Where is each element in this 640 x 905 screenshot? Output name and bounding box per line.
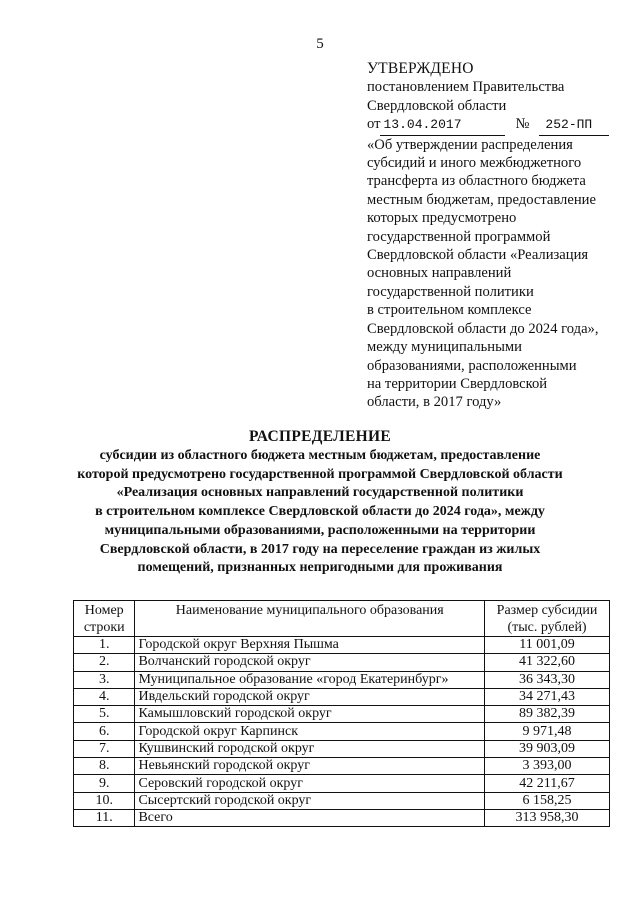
header-row-number	[74, 601, 135, 637]
row-municipality: Кушвинский городской округ	[135, 740, 485, 757]
row-number: 5.	[74, 706, 135, 723]
table-row	[74, 758, 610, 775]
table-row	[74, 775, 610, 792]
row-municipality: Городской округ Верхняя Пышма	[135, 637, 485, 654]
approval-stamp-block	[367, 60, 637, 412]
number-prefix: №	[515, 116, 530, 133]
approval-desc-line: «Об утверждении распределения	[367, 136, 573, 153]
approval-desc-line: Свердловской области до 2024 года»,	[367, 320, 599, 337]
table-row	[74, 688, 610, 705]
approval-desc-line: в строительном комплексе	[367, 302, 532, 319]
table-row	[74, 723, 610, 740]
row-amount: 9 971,48	[485, 723, 610, 740]
row-number: 10.	[74, 792, 135, 809]
row-municipality: Ивдельский городской округ	[135, 688, 485, 705]
approval-desc-line: образованиями, расположенными	[367, 357, 577, 374]
row-amount: 42 211,67	[485, 775, 610, 792]
header-amount	[485, 601, 610, 637]
approval-desc-line: местным бюджетам, предоставление	[367, 191, 596, 208]
row-number: 7.	[74, 740, 135, 757]
row-number: 11.	[74, 809, 135, 826]
subsidy-table	[73, 600, 610, 827]
approval-desc-line: субсидий и иного межбюджетного	[367, 155, 582, 172]
header-amount-line1: Размер субсидии	[496, 603, 598, 618]
date-prefix: от	[367, 116, 381, 133]
approval-date-number-line	[367, 115, 637, 135]
row-municipality: Невьянский городской округ	[135, 758, 485, 775]
approval-desc-line: между муниципальными	[367, 339, 522, 356]
table-row	[74, 654, 610, 671]
row-number: 2.	[74, 654, 135, 671]
row-amount: 11 001,09	[485, 637, 610, 654]
page-number: 5	[316, 36, 324, 52]
distribution-line: субсидии из областного бюджета местным бюджетам, предоставление	[99, 448, 541, 463]
row-municipality: Всего	[135, 809, 485, 826]
approval-desc-line: основных направлений	[367, 265, 512, 282]
table-row	[74, 740, 610, 757]
table-row-total	[74, 809, 610, 826]
approval-desc-line: государственной программой	[367, 228, 551, 245]
approval-desc-line: государственной политики	[367, 283, 534, 300]
row-municipality: Муниципальное образование «город Екатеринбург»	[135, 671, 485, 688]
row-number: 8.	[74, 758, 135, 775]
distribution-heading	[0, 447, 640, 578]
row-amount: 36 343,30	[485, 671, 610, 688]
distribution-line: муниципальными образованиями, расположенными на территории	[104, 522, 536, 538]
header-municipality: Наименование муниципального образования	[135, 601, 485, 637]
approval-line-1: постановлением Правительства	[367, 79, 565, 96]
row-municipality: Камышловский городской округ	[135, 706, 485, 723]
row-number: 6.	[74, 723, 135, 740]
row-amount: 41 322,60	[485, 654, 610, 671]
approval-desc-line: на территории Свердловской	[367, 375, 548, 392]
header-number-line2: строки	[83, 620, 125, 635]
approval-desc-line: области, в 2017 году»	[367, 394, 502, 411]
table-row	[74, 792, 610, 809]
row-amount: 89 382,39	[485, 706, 610, 723]
approval-title: УТВЕРЖДЕНО	[367, 60, 474, 77]
distribution-title: РАСПРЕДЕЛЕНИЕ	[249, 428, 391, 445]
approval-date: 13.04.2017	[380, 116, 505, 135]
approval-desc-line: трансферта из областного бюджета	[367, 173, 586, 190]
distribution-line: Свердловской области, в 2017 году на переселение граждан из жилых	[99, 541, 541, 557]
table-row	[74, 671, 610, 688]
table-header-row	[74, 601, 610, 637]
table-row	[74, 637, 610, 654]
header-number-line1: Номер	[84, 603, 124, 618]
row-municipality: Городской округ Карпинск	[135, 723, 485, 740]
distribution-line: «Реализация основных направлений государственной политики	[116, 485, 524, 501]
approval-desc-line: Свердловской области «Реализация	[367, 247, 589, 264]
row-number: 4.	[74, 688, 135, 705]
row-amount: 3 393,00	[485, 758, 610, 775]
approval-desc-line: которых предусмотрено	[367, 210, 517, 227]
row-amount: 39 903,09	[485, 740, 610, 757]
row-municipality: Сысертский городской округ	[135, 792, 485, 809]
approval-number: 252-ПП	[539, 116, 609, 135]
row-municipality: Серовский городской округ	[135, 775, 485, 792]
row-number: 1.	[74, 637, 135, 654]
row-amount: 6 158,25	[485, 792, 610, 809]
distribution-line: в строительном комплексе Свердловской области до 2024 года», между	[95, 504, 545, 520]
row-amount: 34 271,43	[485, 688, 610, 705]
header-amount-line2: (тыс. рублей)	[507, 620, 587, 635]
row-amount: 313 958,30	[485, 809, 610, 826]
row-number: 9.	[74, 775, 135, 792]
row-municipality: Волчанский городской округ	[135, 654, 485, 671]
row-number: 3.	[74, 671, 135, 688]
table-row	[74, 706, 610, 723]
distribution-line: помещений, признанных непригодными для проживания	[137, 560, 503, 576]
distribution-line: которой предусмотрено государственной программой Свердловской области	[77, 466, 563, 482]
approval-line-2: Свердловской области	[367, 97, 507, 114]
